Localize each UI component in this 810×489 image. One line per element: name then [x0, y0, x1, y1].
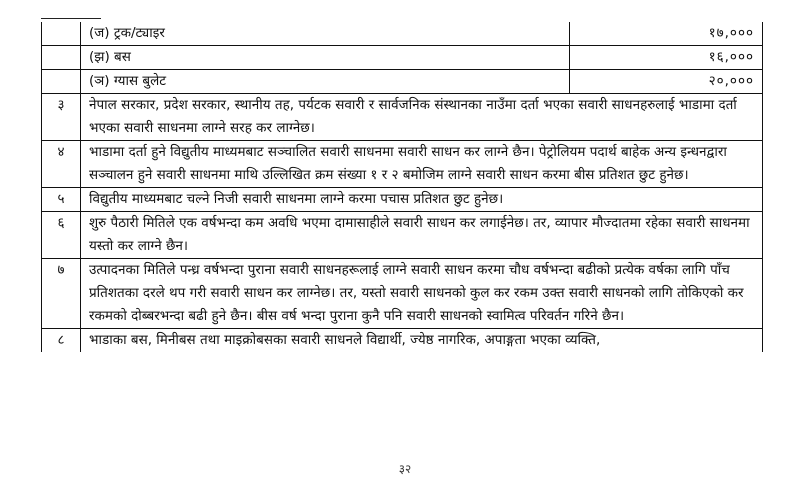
empty-num-cell	[42, 22, 81, 46]
row-text	[81, 212, 763, 259]
sub-item-label: (ञ) ग्यास बुलेट	[81, 70, 570, 94]
row-paragraph: भाडाका बस, मिनीबस तथा माइक्रोबसका सवारी साधनले विद्यार्थी, ज्येष्ठ नागरिक, अपाङ्गता भएका व्यक्ति,	[89, 332, 601, 348]
tax-table	[41, 22, 763, 352]
row-text	[81, 259, 763, 329]
table-row	[42, 141, 763, 188]
empty-num-cell	[42, 46, 81, 70]
row-number: ३	[42, 94, 81, 141]
row-paragraph: विद्युतीय माध्यमबाट चल्ने निजी सवारी साधनमा लाग्ने करमा पचास प्रतिशत छुट हुनेछ।	[89, 191, 504, 207]
row-paragraph: नेपाल सरकार, प्रदेश सरकार, स्थानीय तह, पर्यटक सवारी र सार्वजनिक संस्थानका नाउँमा दर्ता भएका सवारी साधनहरुलाई भाडामा दर्ता भएका सवारी साधनमा लाग्ने सरह कर लाग्नेछ।	[89, 97, 737, 136]
table-row	[42, 94, 763, 141]
sub-item-amount: १६,०००	[570, 46, 763, 70]
row-number: ४	[42, 141, 81, 188]
sub-item-amount: १७,०००	[570, 22, 763, 46]
row-number: ५	[42, 188, 81, 212]
row-number: ८	[42, 329, 81, 353]
row-text	[81, 94, 763, 141]
sub-item-row	[42, 22, 763, 46]
row-paragraph: उत्पादनका मितिले पन्ध्र वर्षभन्दा पुराना सवारी साधनहरूलाई लाग्ने सवारी साधन करमा चौध वर्षभन्दा बढीको प्रत्येक वर्षका लागि पाँच प्रतिशतका दरले थप गरी सवारी साधन कर लाग्नेछ। तर, यस्तो सवारी साधनको कुल कर रकम उक्त सवारी साधनको लागि तोकिएको कर रकमको दोब्बरभन्दा बढी हुने छैन। बीस वर्ष भन्दा पुराना कुनै पनि सवारी साधनको स्वामित्व परिवर्तन गरिने छैन।	[89, 262, 744, 324]
page-number: ३२	[398, 462, 412, 476]
sub-item-label: (ज) ट्रक/ट्याइर	[81, 22, 570, 46]
table-row	[42, 259, 763, 329]
sub-item-label: (झ) बस	[81, 46, 570, 70]
row-text	[81, 329, 763, 353]
row-text	[81, 188, 763, 212]
row-paragraph: शुरु पैठारी मितिले एक वर्षभन्दा कम अवधि भएमा दामासाहीले सवारी साधन कर लगाईनेछ। तर, व्यापार मौज्दातमा रहेका सवारी साधनमा यस्तो कर लाग्ने छैन।	[89, 215, 750, 254]
table-row	[42, 212, 763, 259]
sub-item-amount: २०,०००	[570, 70, 763, 94]
sub-item-row	[42, 46, 763, 70]
empty-num-cell	[42, 70, 81, 94]
row-number: ७	[42, 259, 81, 329]
top-border-mark	[41, 18, 101, 19]
table-row	[42, 188, 763, 212]
table-row	[42, 329, 763, 353]
row-paragraph: भाडामा दर्ता हुने विद्युतीय माध्यमबाट सञ्चालित सवारी साधनमा सवारी साधन कर लाग्ने छैन। पेट्रोलियम पदार्थ बाहेक अन्य इन्धनद्वारा सञ्चालन हुने सवारी साधनमा माथि उल्लिखित क्रम संख्या १ र २ बमोजिम लाग्ने सवारी साधन करमा बीस प्रतिशत छुट हुनेछ।	[89, 144, 727, 183]
row-text	[81, 141, 763, 188]
sub-item-row	[42, 70, 763, 94]
row-number: ६	[42, 212, 81, 259]
